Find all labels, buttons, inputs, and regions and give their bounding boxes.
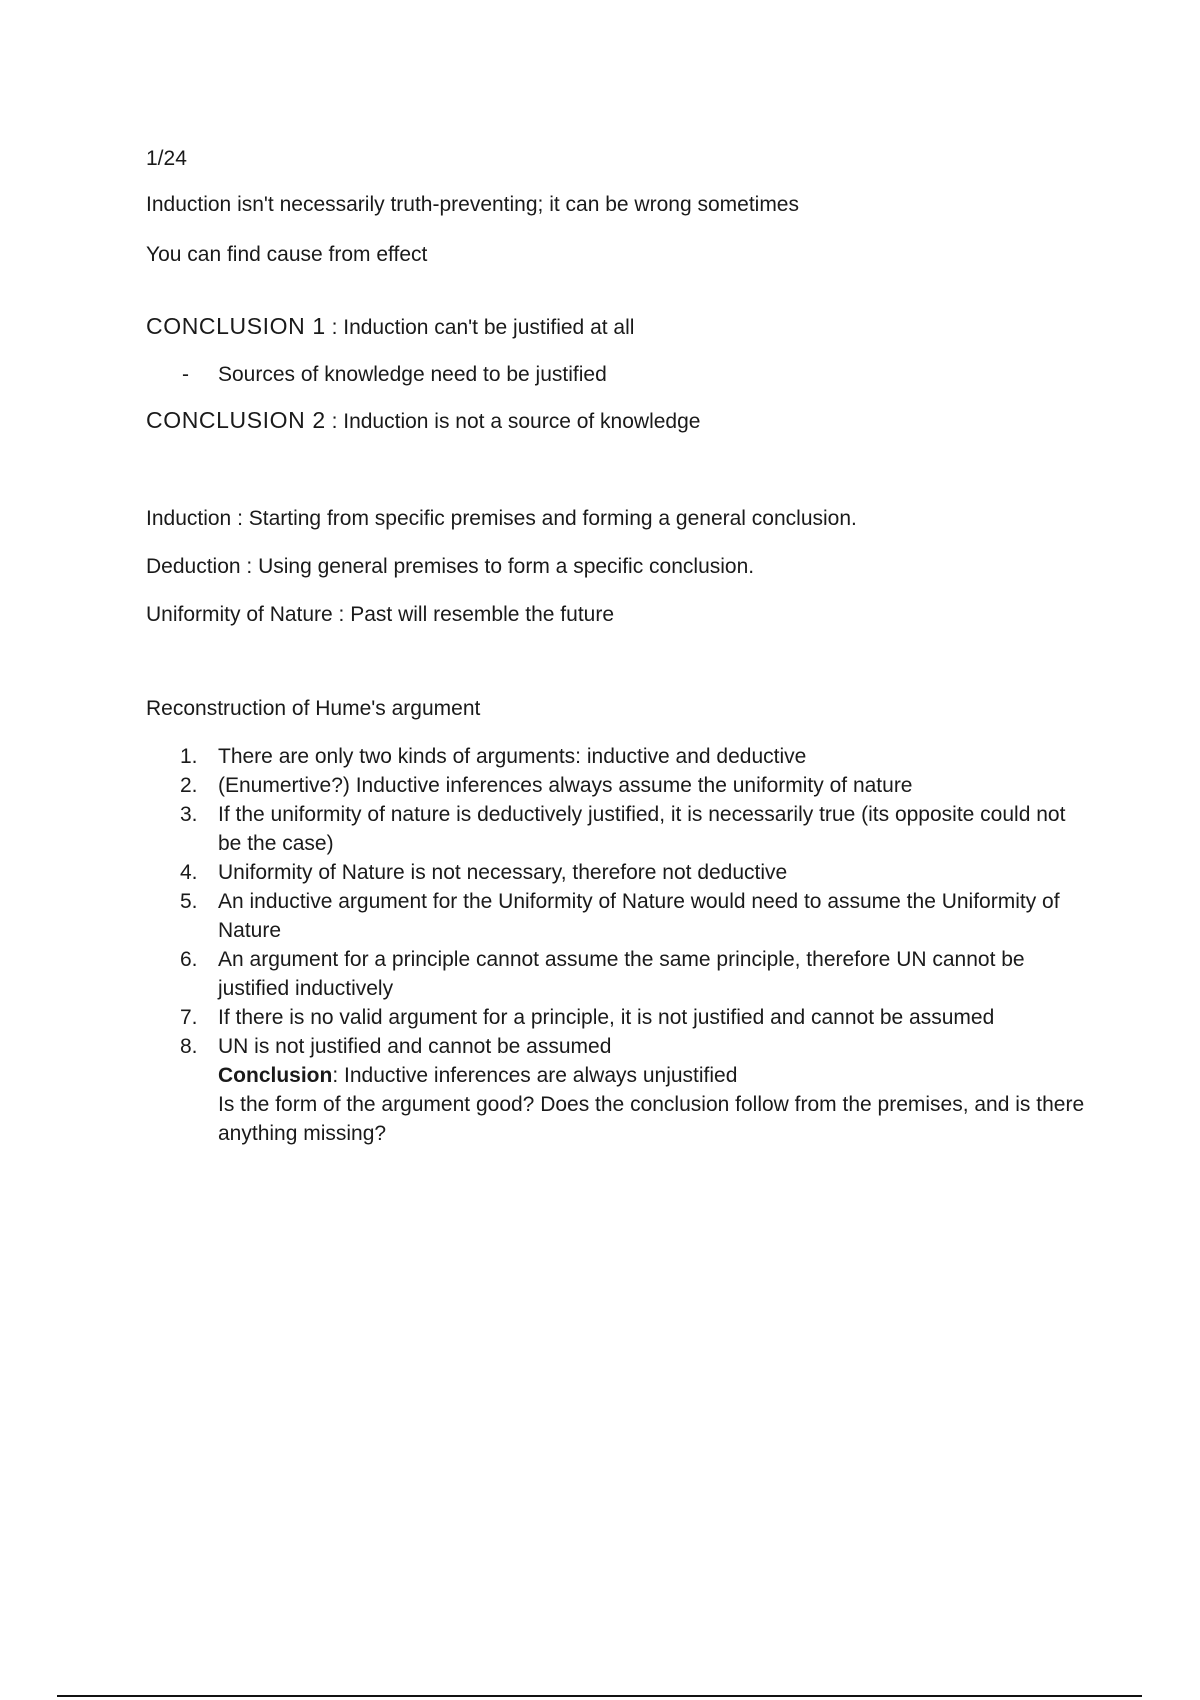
argument-item bbox=[146, 887, 1086, 945]
argument-text: An inductive argument for the Uniformity of Nature would need to assume the Uniformity of Nature bbox=[218, 890, 1060, 942]
conclusion-1 bbox=[146, 312, 1096, 342]
date-heading: 1/24 bbox=[146, 147, 187, 170]
argument-item bbox=[146, 1003, 1086, 1032]
argument-text: If the uniformity of nature is deductively justified, it is necessarily true (its opposite could not be the case) bbox=[218, 803, 1066, 855]
argument-number: 1. bbox=[180, 745, 198, 768]
argument-question: Is the form of the argument good? Does the conclusion follow from the premises, and is there anything missing? bbox=[218, 1093, 1085, 1145]
conclusion-2-label: CONCLUSION 2 bbox=[146, 407, 326, 433]
argument-number: 8. bbox=[180, 1035, 198, 1058]
argument-text: (Enumertive?) Inductive inferences always assume the uniformity of nature bbox=[218, 774, 913, 797]
argument-text: Uniformity of Nature is not necessary, therefore not deductive bbox=[218, 861, 788, 884]
argument-item bbox=[146, 945, 1086, 1003]
argument-conclusion-text: : Inductive inferences are always unjustified bbox=[332, 1064, 738, 1087]
argument-number: 3. bbox=[180, 803, 198, 826]
argument-number: 5. bbox=[180, 890, 198, 913]
conclusion-2-text: : Induction is not a source of knowledge bbox=[325, 410, 701, 433]
footer-divider bbox=[57, 1695, 1142, 1697]
bullet-item bbox=[146, 362, 1096, 388]
conclusion-1-text: : Induction can't be justified at all bbox=[325, 316, 635, 339]
argument-number: 2. bbox=[180, 774, 198, 797]
definition-deduction: Deduction : Using general premises to form a specific conclusion. bbox=[146, 555, 755, 578]
argument-number: 7. bbox=[180, 1006, 198, 1029]
definition-induction: Induction : Starting from specific premises and forming a general conclusion. bbox=[146, 507, 857, 530]
argument-item bbox=[146, 858, 1086, 887]
argument-number: 6. bbox=[180, 948, 198, 971]
argument-text: There are only two kinds of arguments: inductive and deductive bbox=[218, 745, 807, 768]
bullet-text: Sources of knowledge need to be justified bbox=[218, 363, 607, 386]
argument-item bbox=[146, 800, 1086, 858]
definition-uniformity: Uniformity of Nature : Past will resemble the future bbox=[146, 603, 615, 626]
reconstruction-title: Reconstruction of Hume's argument bbox=[146, 697, 481, 720]
argument-list bbox=[146, 742, 1086, 1061]
argument-text: If there is no valid argument for a principle, it is not justified and cannot be assumed bbox=[218, 1006, 995, 1029]
argument-text: UN is not justified and cannot be assumed bbox=[218, 1035, 612, 1058]
argument-conclusion-label: Conclusion bbox=[218, 1064, 333, 1087]
conclusion-2 bbox=[146, 406, 1096, 436]
intro-line-1: Induction isn't necessarily truth-preventing; it can be wrong sometimes bbox=[146, 193, 799, 216]
dash-bullet-icon: - bbox=[182, 363, 189, 386]
argument-item bbox=[146, 771, 1086, 800]
conclusion-1-label: CONCLUSION 1 bbox=[146, 313, 326, 339]
argument-number: 4. bbox=[180, 861, 198, 884]
argument-item bbox=[146, 742, 1086, 771]
document-page bbox=[146, 146, 1096, 1148]
argument-text: An argument for a principle cannot assume the same principle, therefore UN cannot be justified inductively bbox=[218, 948, 1025, 1000]
argument-item bbox=[146, 1032, 1086, 1061]
intro-line-2: You can find cause from effect bbox=[146, 243, 428, 266]
argument-conclusion bbox=[146, 1061, 1088, 1090]
